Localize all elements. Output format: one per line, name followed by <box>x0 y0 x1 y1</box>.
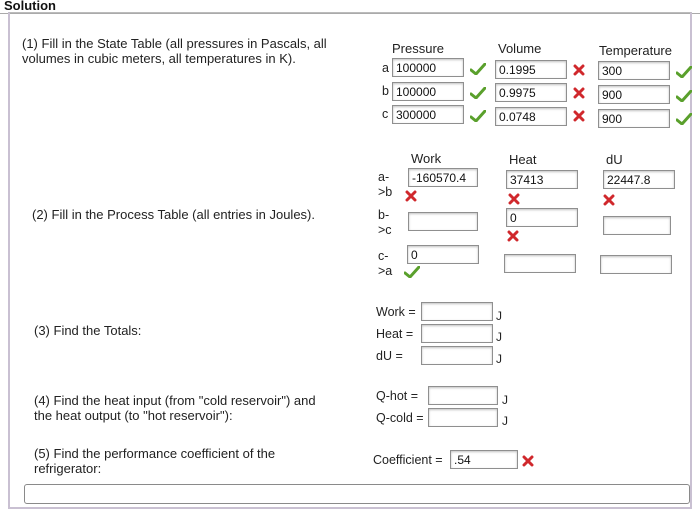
check-icon <box>470 87 486 99</box>
question-4-line1: (4) Find the heat input (from "cold reservoir") and <box>34 393 316 408</box>
check-icon <box>676 113 692 125</box>
check-icon <box>404 266 420 278</box>
solution-panel <box>8 12 692 509</box>
work-header: Work <box>411 151 442 166</box>
coefficient-field[interactable]: .54 <box>450 450 518 469</box>
question-1-text <box>22 36 327 66</box>
process-row-ab-line1: a- <box>378 170 390 184</box>
qcold-field[interactable] <box>428 408 498 427</box>
check-icon <box>676 66 692 78</box>
process-row-label-ab <box>378 170 392 200</box>
temperature-b-field[interactable]: 900 <box>598 85 670 104</box>
cross-icon <box>573 110 585 122</box>
total-du-label: dU = <box>376 349 403 363</box>
pressure-header: Pressure <box>392 41 445 56</box>
state-row-label-c: c <box>382 107 389 121</box>
qhot-unit: J <box>502 393 508 407</box>
question-5-text <box>34 446 275 476</box>
cross-icon <box>573 64 585 76</box>
cross-icon <box>507 230 519 242</box>
question-1-line2: volumes in cubic meters, all temperatures in K). <box>22 51 296 66</box>
state-row-label-b: b <box>382 84 389 98</box>
heat-ab-field[interactable]: 37413 <box>506 170 578 189</box>
question-5-line2: refrigerator: <box>34 461 102 476</box>
volume-c-field[interactable]: 0.0748 <box>495 107 567 126</box>
process-row-ab-line2: >b <box>378 185 393 199</box>
work-ca-field[interactable]: 0 <box>407 245 479 264</box>
du-ca-field[interactable] <box>600 255 672 274</box>
heat-bc-field[interactable]: 0 <box>506 208 578 227</box>
question-5-line1: (5) Find the performance coefficient of the <box>34 446 276 461</box>
work-ab-field[interactable]: -160570.4 <box>408 168 478 187</box>
total-heat-label: Heat = <box>376 327 414 341</box>
process-row-ca-line1: c- <box>378 249 389 263</box>
cross-icon <box>522 455 534 467</box>
work-bc-field[interactable] <box>408 212 478 231</box>
pressure-b-field[interactable]: 100000 <box>392 82 464 101</box>
qcold-unit: J <box>502 414 508 428</box>
process-row-bc-line1: b- <box>378 208 390 222</box>
question-3-text: (3) Find the Totals: <box>34 323 142 338</box>
process-row-ca-line2: >a <box>378 264 393 278</box>
temperature-c-field[interactable]: 900 <box>598 109 670 128</box>
question-4-line2: the heat output (to "hot reservoir"): <box>34 408 233 423</box>
coefficient-label: Coefficient = <box>373 453 443 467</box>
volume-header: Volume <box>498 41 542 56</box>
temperature-a-field[interactable]: 300 <box>598 61 670 80</box>
solution-title: Solution <box>4 0 56 13</box>
cross-icon <box>405 190 417 202</box>
total-du-field[interactable] <box>421 346 493 365</box>
check-icon <box>470 63 486 75</box>
heat-ca-field[interactable] <box>504 254 576 273</box>
qcold-label: Q-cold = <box>376 411 424 425</box>
total-work-label: Work = <box>376 305 416 319</box>
pressure-c-field[interactable]: 300000 <box>392 105 464 124</box>
process-row-bc-line2: >c <box>378 223 392 237</box>
cross-icon <box>508 193 520 205</box>
du-ab-field[interactable]: 22447.8 <box>603 170 675 189</box>
question-2-text: (2) Fill in the Process Table (all entries in Joules). <box>32 207 315 222</box>
total-work-unit: J <box>496 309 502 323</box>
cross-icon <box>603 194 615 206</box>
process-row-label-bc <box>378 208 392 238</box>
temperature-header: Temperature <box>599 43 672 58</box>
check-icon <box>676 90 692 102</box>
bottom-scroll-strip <box>24 484 690 504</box>
cross-icon <box>573 87 585 99</box>
question-4-text <box>34 393 316 423</box>
qhot-label: Q-hot = <box>376 389 419 403</box>
check-icon <box>470 110 486 122</box>
volume-a-field[interactable]: 0.1995 <box>495 60 567 79</box>
total-heat-field[interactable] <box>421 324 493 343</box>
state-row-label-a: a <box>382 61 389 75</box>
total-heat-unit: J <box>496 330 502 344</box>
total-work-field[interactable] <box>421 302 493 321</box>
total-du-unit: J <box>496 352 502 366</box>
heat-header: Heat <box>509 152 537 167</box>
process-row-label-ca <box>378 249 392 279</box>
du-bc-field[interactable] <box>603 216 671 235</box>
qhot-field[interactable] <box>428 386 498 405</box>
question-1-line1: (1) Fill in the State Table (all pressures in Pascals, all <box>22 36 327 51</box>
volume-b-field[interactable]: 0.9975 <box>495 83 567 102</box>
du-header: dU <box>606 152 623 167</box>
pressure-a-field[interactable]: 100000 <box>392 58 464 77</box>
